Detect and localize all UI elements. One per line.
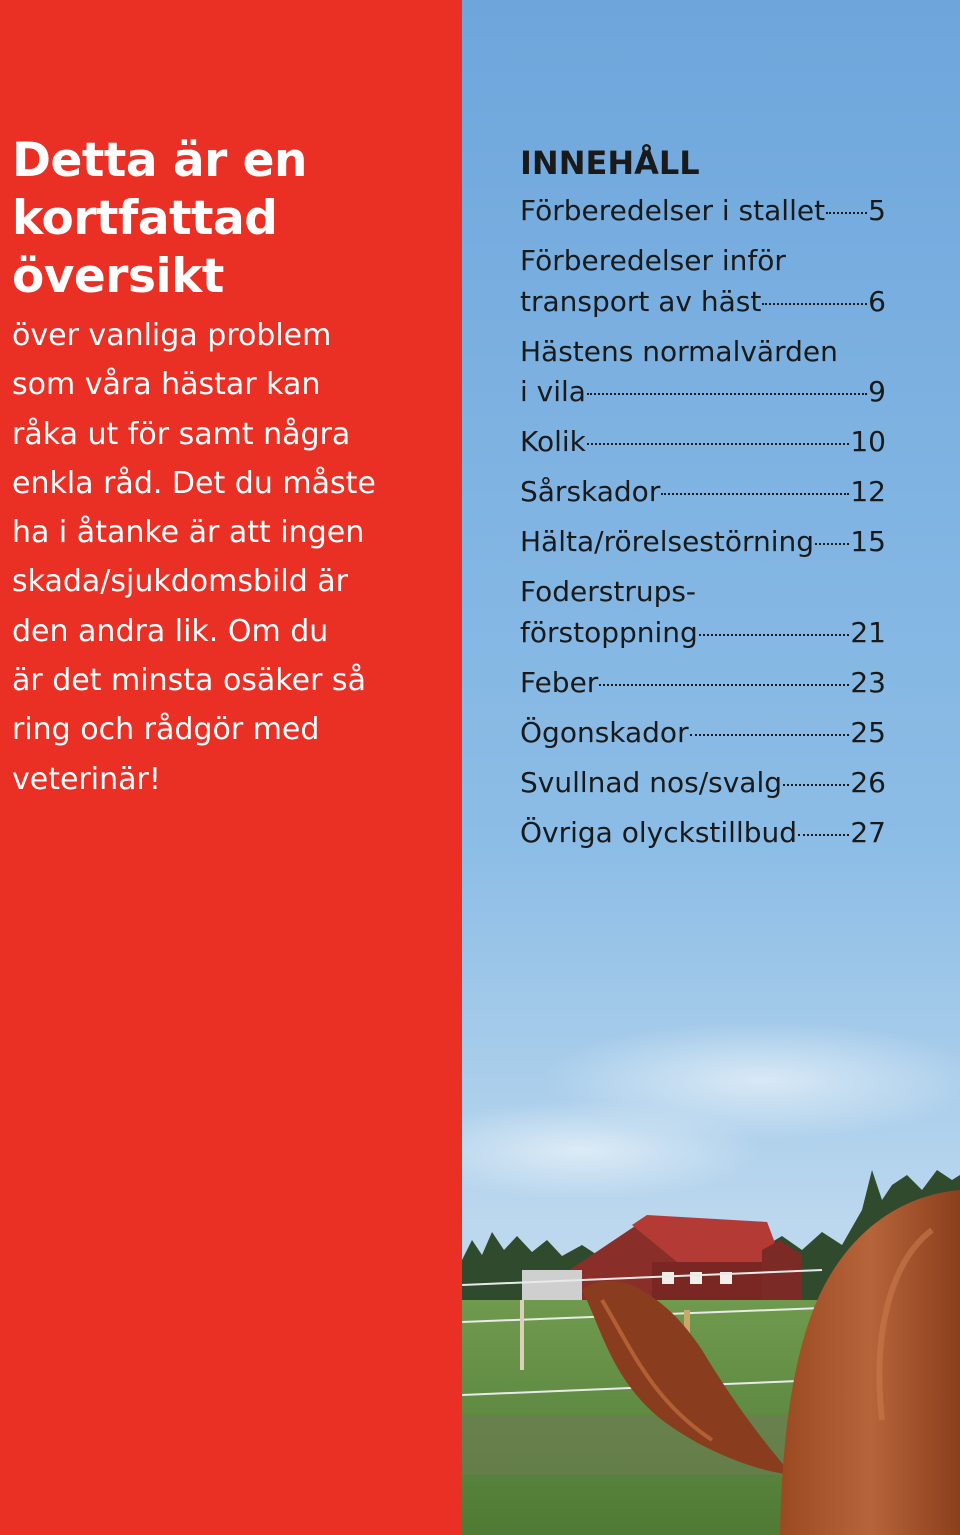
fence-post <box>520 1300 524 1370</box>
intro-title-line: Detta är en <box>12 133 307 188</box>
toc-heading: INNEHÅLL <box>520 144 700 182</box>
table-of-contents <box>520 143 886 863</box>
toc-page-number: 21 <box>850 615 886 649</box>
toc-entry-row <box>520 472 886 513</box>
toc-page-number: 25 <box>850 715 886 749</box>
intro-text <box>12 311 452 804</box>
intro-text-line: råka ut för samt några <box>12 416 351 452</box>
intro-text-line: ring och rådgör med <box>12 712 320 748</box>
toc-entry-row <box>520 713 886 754</box>
toc-page-number: 12 <box>850 475 886 508</box>
toc-entry[interactable] <box>520 472 886 513</box>
barn-window <box>662 1272 674 1284</box>
toc-entry-title: transport av häst <box>520 284 762 318</box>
toc-entry[interactable] <box>520 713 886 754</box>
barn-window <box>690 1272 702 1284</box>
toc-dot-leader <box>798 834 849 836</box>
intro-text-line: veterinär! <box>12 761 161 797</box>
toc-page-number: 9 <box>868 375 886 408</box>
intro-text-line: skada/sjukdomsbild är <box>12 564 349 600</box>
intro-text-line: är det minsta osäker så <box>12 663 366 699</box>
toc-entry[interactable] <box>520 241 886 322</box>
toc-entry-title: Förberedelser i stallet <box>520 194 826 227</box>
toc-dot-leader <box>815 543 849 545</box>
toc-entry-row <box>520 663 886 704</box>
intro-text-line: över vanliga problem <box>12 318 332 353</box>
shed <box>522 1270 582 1302</box>
intro-title <box>12 132 452 306</box>
toc-dot-leader <box>587 443 849 445</box>
toc-entry[interactable] <box>520 332 886 413</box>
toc-dot-leader <box>699 634 850 636</box>
toc-page-number: 15 <box>850 525 886 558</box>
toc-page-number: 27 <box>850 815 886 849</box>
toc-entry-row <box>520 191 886 232</box>
toc-page-number: 26 <box>850 765 886 799</box>
toc-page-number: 5 <box>868 194 886 227</box>
toc-entry[interactable] <box>520 522 886 563</box>
toc-entry-title: förstoppning <box>520 615 698 649</box>
toc-entry-title-line: Foderstrups- <box>520 575 697 608</box>
intro-title-line: översikt <box>12 249 224 304</box>
toc-entry[interactable] <box>520 763 886 804</box>
toc-entry-title-line: Förberedelser inför <box>520 244 786 277</box>
toc-entry-title: Sårskador <box>520 475 661 508</box>
toc-page-number: 23 <box>850 665 886 699</box>
intro-panel <box>0 0 462 1535</box>
toc-page-number: 10 <box>850 425 886 458</box>
toc-page-number: 6 <box>868 284 886 318</box>
toc-dot-leader <box>826 212 867 214</box>
intro-text-line: enkla råd. Det du måste <box>12 465 376 501</box>
toc-entry[interactable] <box>520 663 886 704</box>
toc-entry-row <box>520 813 886 854</box>
toc-entry-title-line: Hästens normalvärden <box>520 334 838 368</box>
toc-entry-title: Ögonskador <box>520 715 689 749</box>
intro-text-line: som våra hästar kan <box>12 367 321 403</box>
toc-dot-leader <box>762 303 867 305</box>
photo-panel <box>462 0 960 1535</box>
intro-title-line: kortfattad <box>12 191 278 246</box>
toc-entry-row <box>520 763 886 804</box>
toc-dot-leader <box>587 393 867 395</box>
toc-entry-title: Svullnad nos/svalg <box>520 765 782 799</box>
toc-dot-leader <box>783 784 849 786</box>
toc-entry[interactable] <box>520 191 886 232</box>
toc-entry-title: Kolik <box>520 425 586 458</box>
intro-text-line: den andra lik. Om du <box>12 613 329 649</box>
toc-entry-title: Övriga olyckstillbud <box>520 815 798 849</box>
toc-entry[interactable] <box>520 572 886 653</box>
toc-dot-leader <box>599 684 849 686</box>
intro-text-line: ha i åtanke är att ingen <box>12 515 365 551</box>
toc-entry[interactable] <box>520 813 886 854</box>
toc-entry-title: Hälta/rörelsestörning <box>520 525 815 558</box>
toc-entry[interactable] <box>520 422 886 463</box>
toc-entry-title: Feber <box>520 665 599 699</box>
toc-entry-title: i vila <box>520 375 586 408</box>
toc-entry-row <box>520 282 886 323</box>
toc-dot-leader <box>690 734 850 736</box>
toc-entry-row <box>520 422 886 463</box>
toc-entry-row <box>520 372 886 413</box>
toc-dot-leader <box>661 493 849 495</box>
toc-entry-row <box>520 522 886 563</box>
toc-entry-row <box>520 613 886 654</box>
toc-list <box>520 191 886 853</box>
